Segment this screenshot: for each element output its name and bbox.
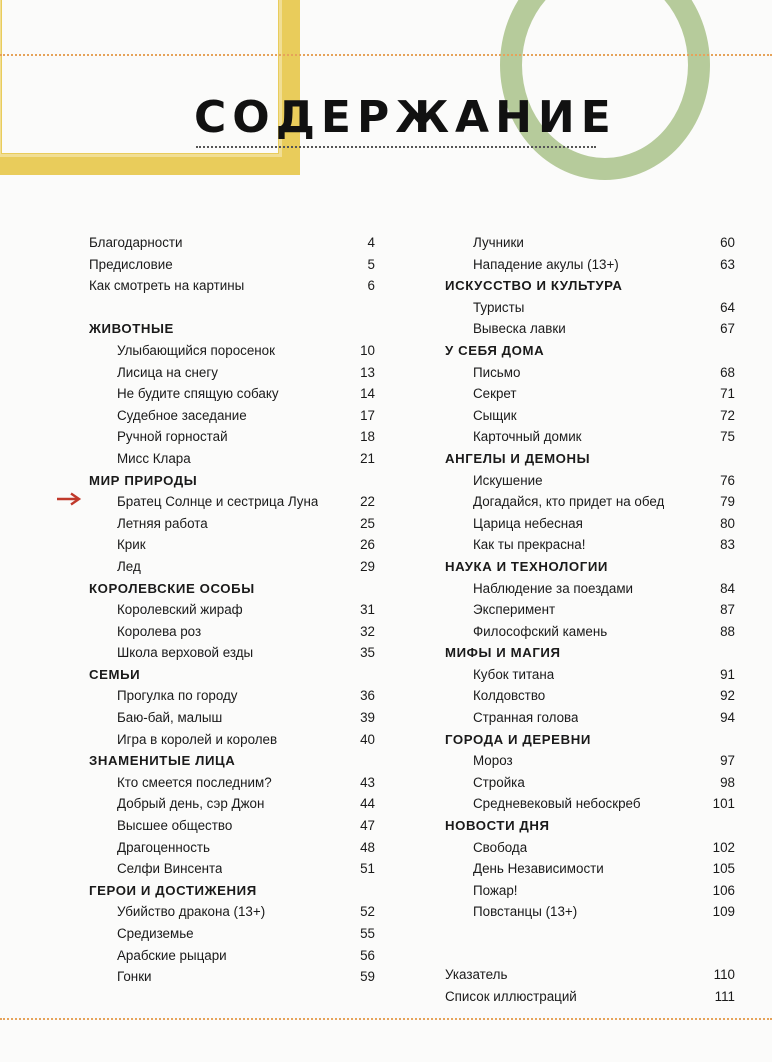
toc-entry[interactable] (89, 901, 375, 923)
toc-page-number: 60 (720, 235, 735, 250)
toc-section-heading[interactable] (89, 578, 375, 600)
top-dotted-line (0, 54, 772, 56)
toc-page-number: 18 (360, 429, 375, 445)
toc-entry[interactable] (89, 858, 375, 880)
toc-page-number: 29 (360, 558, 375, 574)
toc-entry-title: Лучники (473, 235, 524, 250)
toc-entry-title: Благодарности (89, 235, 183, 250)
toc-page-number: 87 (720, 602, 735, 618)
toc-entry-title: Ручной горностай (117, 429, 228, 445)
toc-page-number: 76 (720, 472, 735, 488)
toc-entry[interactable] (89, 383, 375, 405)
toc-entry[interactable] (445, 858, 735, 880)
toc-entry-title: Улыбающийся поросенок (117, 342, 275, 358)
toc-page-number: 40 (360, 731, 375, 747)
toc-page-number: 59 (360, 969, 375, 985)
toc-entry-title: Гонки (117, 969, 152, 985)
toc-section-heading[interactable] (445, 448, 735, 470)
toc-entry-title: Свобода (473, 839, 528, 855)
toc-entry[interactable] (89, 729, 375, 751)
toc-entry-title: Стройка (473, 774, 525, 790)
toc-page-number: 14 (360, 386, 375, 402)
toc-entry-title: НОВОСТИ ДНЯ (445, 818, 550, 834)
toc-entry-title: Добрый день, сэр Джон (117, 796, 265, 812)
toc-entry-title: Лед (117, 558, 141, 574)
toc-page-number: 79 (720, 494, 735, 510)
toc-page-number: 64 (720, 299, 735, 315)
title-underline (196, 146, 596, 148)
toc-entry-title: КОРОЛЕВСКИЕ ОСОБЫ (89, 580, 255, 596)
toc-entry-title: Вывеска лавки (473, 321, 566, 337)
toc-section-heading[interactable] (89, 880, 375, 902)
decorative-green-ring (500, 0, 710, 180)
toc-entry-title: Игра в королей и королев (117, 731, 278, 747)
toc-entry[interactable] (89, 966, 375, 988)
toc-page-number: 39 (360, 710, 375, 726)
toc-page-number: 26 (360, 537, 375, 553)
toc-entry-title: Королевский жираф (117, 602, 243, 618)
toc-entry-title: Догадайся, кто придет на обед (473, 494, 665, 510)
toc-entry[interactable] (445, 986, 735, 1008)
toc-entry[interactable] (445, 470, 735, 492)
page-title: СОДЕРЖАНИЕ (194, 92, 617, 143)
toc-entry[interactable] (89, 254, 375, 276)
toc-entry-title: ЖИВОТНЫЕ (89, 321, 174, 337)
toc-entry-title: ГОРОДА И ДЕРЕВНИ (445, 731, 591, 747)
toc-entry-title: Мороз (473, 753, 513, 769)
toc-entry[interactable] (89, 793, 375, 815)
toc-entry-title: Сыщик (473, 407, 517, 423)
toc-entry-title: Высшее общество (117, 818, 233, 834)
toc-entry[interactable] (445, 254, 735, 276)
toc-page-number: 5 (367, 256, 375, 272)
toc-entry-title: Кубок титана (473, 666, 555, 682)
toc-entry[interactable] (89, 426, 375, 448)
toc-entry[interactable] (89, 621, 375, 643)
toc-entry-title: Колдовство (473, 688, 546, 704)
toc-entry[interactable] (445, 362, 735, 384)
toc-entry[interactable] (445, 297, 735, 319)
toc-page-number: 109 (712, 904, 735, 920)
toc-page-number: 6 (367, 278, 375, 294)
toc-entry[interactable] (89, 772, 375, 794)
toc-entry[interactable] (89, 513, 375, 535)
toc-entry-title: Драгоценность (117, 839, 211, 855)
toc-entry[interactable] (89, 556, 375, 578)
toc-entry[interactable] (445, 880, 735, 902)
toc-entry-title: Кто смеется последним? (117, 774, 272, 790)
toc-section-heading[interactable] (89, 664, 375, 686)
toc-entry-title: МИР ПРИРОДЫ (89, 472, 198, 488)
toc-entry-title: Средиземье (117, 926, 194, 941)
toc-entry-title: Повстанцы (13+) (473, 904, 578, 920)
toc-entry[interactable] (89, 945, 375, 967)
toc-entry-title: Арабские рыцари (117, 947, 227, 963)
toc-page-number: 4 (367, 235, 375, 250)
toc-entry[interactable] (445, 318, 735, 340)
toc-right-column (445, 232, 735, 923)
toc-entry[interactable] (445, 685, 735, 707)
toc-entry-title: Лисица на снегу (117, 364, 218, 380)
toc-entry[interactable] (445, 621, 735, 643)
toc-entry-title: Летняя работа (117, 515, 208, 531)
toc-entry[interactable] (89, 534, 375, 556)
toc-entry[interactable] (445, 772, 735, 794)
toc-page-number: 48 (360, 839, 375, 855)
toc-page-number: 94 (720, 710, 735, 726)
toc-entry-title: Как ты прекрасна! (473, 537, 586, 553)
toc-entry-title: Наблюдение за поездами (473, 580, 634, 596)
toc-page-number: 105 (712, 861, 735, 877)
toc-page-number: 25 (360, 515, 375, 531)
toc-page-number: 47 (360, 818, 375, 834)
toc-entry[interactable] (89, 405, 375, 427)
toc-entry-title: Пожар! (473, 882, 518, 898)
toc-section-heading[interactable] (89, 318, 375, 340)
toc-entry-title: Искушение (473, 472, 543, 488)
toc-page-number: 97 (720, 753, 735, 769)
toc-page-number: 71 (720, 386, 735, 402)
bottom-dotted-line (0, 1018, 772, 1020)
toc-entry-title: Прогулка по городу (117, 688, 238, 704)
toc-entry-title: СЕМЬИ (89, 666, 141, 682)
toc-page-number: 83 (720, 537, 735, 553)
toc-section-heading[interactable] (445, 729, 735, 751)
toc-page-number: 102 (712, 839, 735, 855)
toc-entry-title: Философский камень (473, 623, 608, 639)
toc-page-number: 88 (720, 623, 735, 639)
toc-page-number: 72 (720, 407, 735, 423)
toc-page-number: 84 (720, 580, 735, 596)
toc-entry-title: Школа верховой езды (117, 645, 254, 661)
toc-page-number: 52 (360, 904, 375, 920)
toc-entry[interactable] (89, 275, 375, 297)
toc-page-number: 91 (720, 666, 735, 682)
toc-entry-title: Королева роз (117, 623, 202, 639)
toc-entry[interactable] (445, 426, 735, 448)
toc-entry-title: Селфи Винсента (117, 861, 223, 877)
toc-entry[interactable] (445, 901, 735, 923)
toc-page-number: 80 (720, 515, 735, 531)
toc-section-heading[interactable] (89, 750, 375, 772)
toc-entry[interactable] (89, 837, 375, 859)
toc-entry[interactable] (445, 750, 735, 772)
toc-section-heading[interactable] (445, 275, 735, 297)
toc-entry-title: Секрет (473, 386, 517, 402)
toc-page-number: 51 (360, 861, 375, 877)
toc-page-number: 56 (360, 947, 375, 963)
toc-entry-title: Список иллюстраций (445, 988, 577, 1004)
toc-entry[interactable] (445, 383, 735, 405)
toc-entry-title: Карточный домик (473, 429, 582, 445)
toc-entry-title: День Независимости (473, 861, 604, 877)
toc-entry[interactable] (445, 232, 735, 254)
toc-page-number: 36 (360, 688, 375, 704)
toc-section-heading[interactable] (445, 815, 735, 837)
toc-entry-title: МИФЫ И МАГИЯ (445, 645, 561, 661)
toc-entry-title: Туристы (473, 299, 525, 315)
toc-entry[interactable] (445, 964, 735, 986)
toc-page-number: 98 (720, 774, 735, 790)
toc-entry[interactable] (445, 837, 735, 859)
toc-entry[interactable] (445, 793, 735, 815)
toc-back-matter (445, 964, 735, 1007)
toc-page-number: 67 (720, 321, 735, 337)
toc-entry-title: АНГЕЛЫ И ДЕМОНЫ (445, 450, 591, 466)
toc-spacer (89, 297, 375, 319)
toc-entry-title: Нападение акулы (13+) (473, 256, 619, 272)
toc-entry[interactable] (89, 923, 375, 945)
toc-entry[interactable] (445, 405, 735, 427)
toc-entry[interactable] (89, 491, 375, 513)
toc-entry[interactable] (445, 534, 735, 556)
toc-page-number: 106 (712, 882, 735, 898)
toc-page-number: 68 (720, 364, 735, 380)
toc-page-number: 13 (360, 364, 375, 380)
toc-entry[interactable] (89, 685, 375, 707)
toc-entry-title: НАУКА И ТЕХНОЛОГИИ (445, 558, 608, 574)
toc-entry-title: Эксперимент (473, 602, 556, 618)
decorative-yellow-square (0, 0, 300, 175)
toc-entry[interactable] (445, 707, 735, 729)
toc-entry-title: Братец Солнце и сестрица Луна (117, 494, 319, 510)
toc-left-column (89, 232, 375, 988)
toc-page-number: 44 (360, 796, 375, 812)
toc-entry-title: У СЕБЯ ДОМА (445, 342, 545, 358)
toc-section-heading[interactable] (445, 556, 735, 578)
toc-entry-title: Крик (117, 537, 146, 553)
toc-entry[interactable] (445, 578, 735, 600)
toc-entry-title: Царица небесная (473, 515, 583, 531)
toc-entry[interactable] (89, 362, 375, 384)
toc-entry-title: Баю-бай, малыш (117, 710, 223, 726)
toc-entry-title: ЗНАМЕНИТЫЕ ЛИЦА (89, 753, 236, 769)
toc-entry[interactable] (445, 664, 735, 686)
toc-page-number: 111 (714, 988, 735, 1004)
toc-entry-title: ГЕРОИ И ДОСТИЖЕНИЯ (89, 882, 257, 898)
toc-entry-title: ИСКУССТВО И КУЛЬТУРА (445, 278, 623, 294)
toc-page-number: 55 (360, 926, 375, 941)
toc-page-number: 92 (720, 688, 735, 704)
toc-entry-title: Как смотреть на картины (89, 278, 245, 294)
toc-entry[interactable] (89, 448, 375, 470)
toc-entry[interactable] (89, 707, 375, 729)
toc-page-number: 10 (360, 342, 375, 358)
toc-entry[interactable] (89, 340, 375, 362)
toc-entry[interactable] (89, 232, 375, 254)
toc-page-number: 17 (360, 407, 375, 423)
toc-entry-title: Предисловие (89, 256, 173, 272)
toc-page-number: 35 (360, 645, 375, 661)
toc-entry-title: Письмо (473, 364, 521, 380)
toc-page-number: 43 (360, 774, 375, 790)
toc-section-heading[interactable] (89, 470, 375, 492)
toc-entry[interactable] (89, 599, 375, 621)
toc-entry[interactable] (445, 491, 735, 513)
toc-page-number: 31 (360, 602, 375, 618)
toc-entry-title: Указатель (445, 967, 508, 982)
toc-page-number: 101 (712, 796, 735, 812)
arrow-right-icon (56, 492, 82, 506)
toc-section-heading[interactable] (445, 340, 735, 362)
toc-page-number: 75 (720, 429, 735, 445)
toc-entry-title: Средневековый небоскреб (473, 796, 641, 812)
toc-entry-title: Судебное заседание (117, 407, 247, 423)
toc-entry-title: Убийство дракона (13+) (117, 904, 266, 920)
toc-page-number: 21 (360, 450, 375, 466)
toc-entry-title: Странная голова (473, 710, 579, 726)
toc-page-number: 63 (720, 256, 735, 272)
toc-section-heading[interactable] (445, 642, 735, 664)
toc-page-number: 110 (713, 967, 735, 982)
toc-page-number: 22 (360, 494, 375, 510)
toc-entry[interactable] (89, 815, 375, 837)
toc-entry[interactable] (445, 599, 735, 621)
toc-entry-title: Мисс Клара (117, 450, 191, 466)
toc-page-number: 32 (360, 623, 375, 639)
toc-entry[interactable] (445, 513, 735, 535)
toc-entry[interactable] (89, 642, 375, 664)
toc-entry-title: Не будите спящую собаку (117, 386, 279, 402)
